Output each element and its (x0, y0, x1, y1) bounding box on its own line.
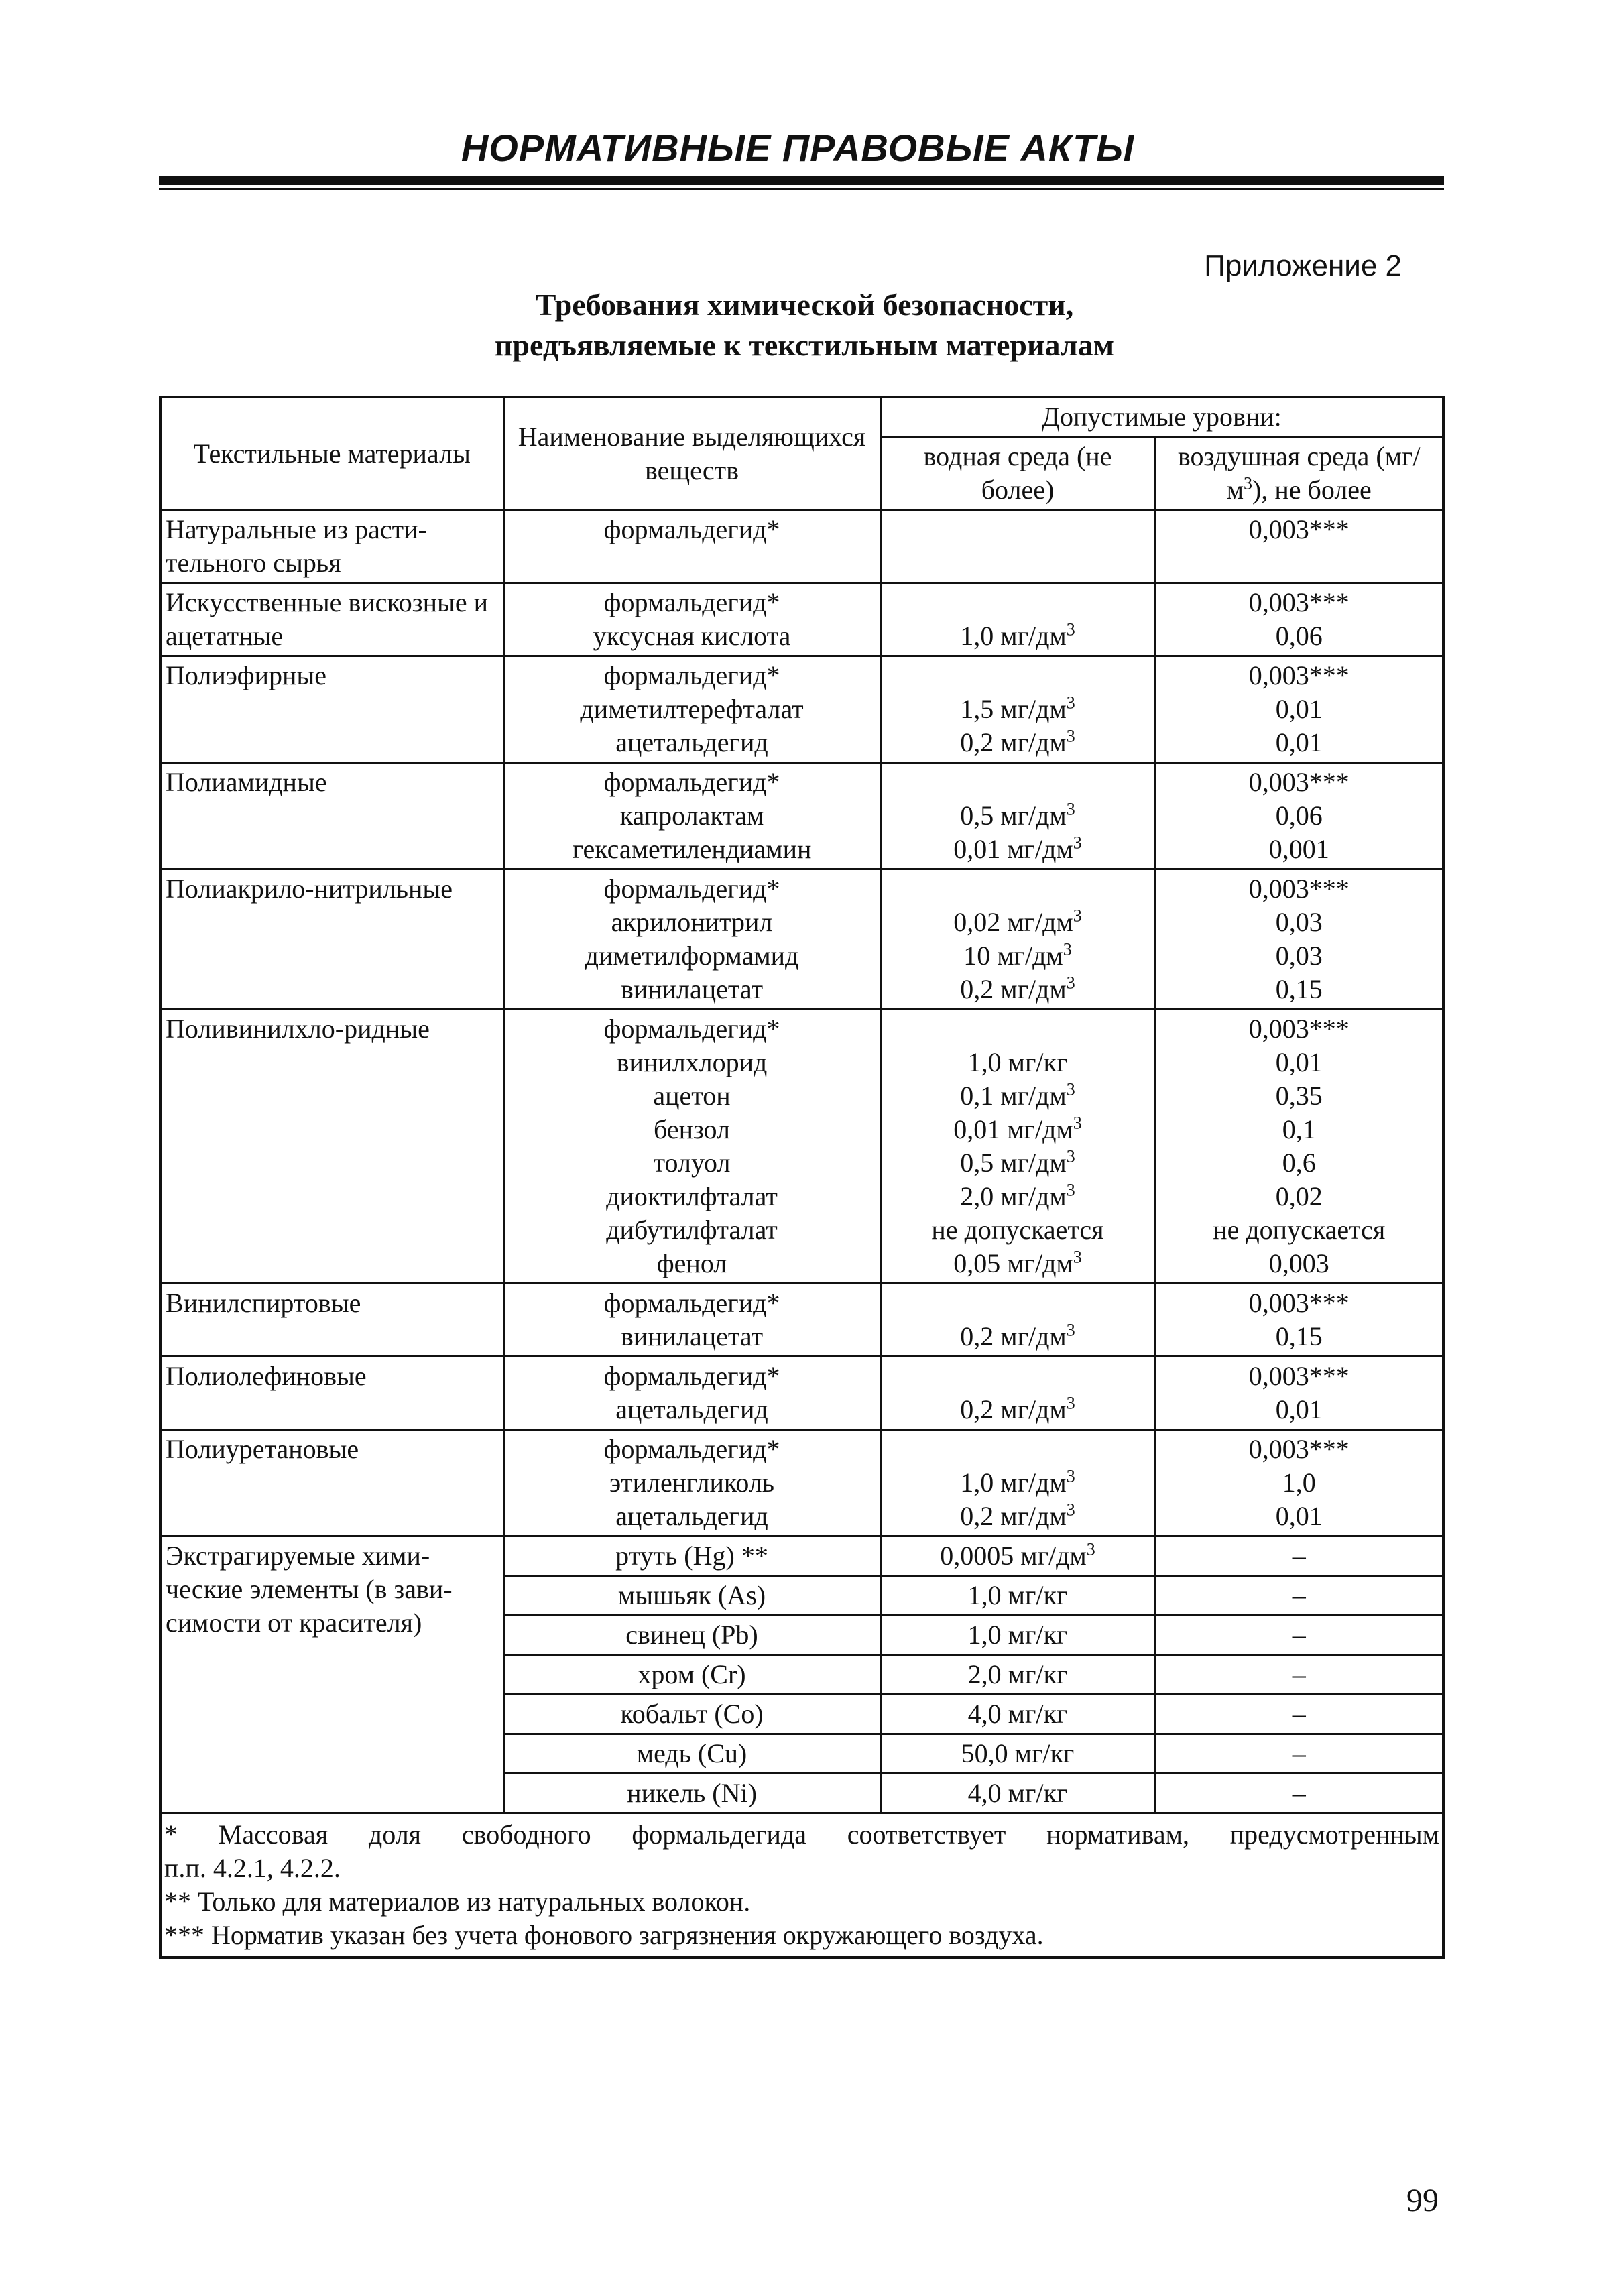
air-level-cell (1155, 583, 1443, 656)
substances-cell (503, 510, 880, 583)
air-level-value: 0,15 (1275, 1321, 1323, 1351)
air-level-cell (1155, 763, 1443, 869)
table-row (160, 583, 1443, 656)
substance-name: формальдегид* (603, 514, 780, 544)
air-level-value: 0,6 (1282, 1148, 1316, 1178)
air-level-cell (1155, 1284, 1443, 1357)
substance-name: гексаметилендиамин (572, 834, 812, 864)
air-level-value: 0,003*** (1248, 514, 1349, 544)
air-level-value: 0,35 (1275, 1081, 1323, 1111)
water-level-cell (880, 1616, 1155, 1655)
air-level-cell (1155, 510, 1443, 583)
air-level-value: 0,003*** (1248, 660, 1349, 690)
substance-name: диоктилфталат (606, 1181, 778, 1211)
substance-name: ацетальдегид (615, 727, 768, 758)
water-level-cell (880, 763, 1155, 869)
air-level-value: – (1292, 1540, 1306, 1571)
air-level-cell (1155, 1655, 1443, 1695)
substance-name: винилхлорид (616, 1047, 768, 1077)
air-level-value: – (1292, 1659, 1306, 1689)
material-name: Натуральные из расти-тельного сырья (160, 510, 503, 583)
air-level-cell (1155, 1774, 1443, 1813)
substances-cell (503, 1357, 880, 1430)
material-name: Винилспиртовые (160, 1284, 503, 1357)
air-level-value: 0,15 (1275, 974, 1323, 1004)
air-level-value: – (1292, 1620, 1306, 1650)
water-level-cell (880, 1774, 1155, 1813)
air-level-cell (1155, 1430, 1443, 1536)
water-level-value (886, 513, 1150, 546)
substance-name: свинец (Pb) (625, 1620, 758, 1650)
water-level-value: 4,0 мг/кг (967, 1778, 1068, 1808)
water-level-cell (880, 1536, 1155, 1576)
air-level-value: 0,01 (1275, 1047, 1323, 1077)
running-head: НОРМАТИВНЫЕ ПРАВОВЫЕ АКТЫ (461, 127, 1135, 169)
water-level-cell (880, 583, 1155, 656)
air-level-cell (1155, 656, 1443, 763)
air-level-value: 0,06 (1275, 621, 1323, 651)
substance-name: формальдегид* (603, 587, 780, 617)
water-level-value: 1,0 мг/кг (967, 1580, 1068, 1610)
water-level-value: 0,01 $мг/дм^3$ (953, 833, 1082, 864)
air-level-value: 0,003*** (1248, 587, 1349, 617)
substance-name: формальдегид* (603, 660, 780, 690)
substances-cell (503, 1284, 880, 1357)
substance-name: ртуть (Hg) ** (615, 1540, 768, 1571)
air-level-value: – (1292, 1699, 1306, 1729)
air-level-value: 0,03 (1275, 941, 1323, 971)
water-level-cell (880, 1430, 1155, 1536)
material-name-line: Экстрагируемые хими- (166, 1540, 430, 1571)
table-row (160, 869, 1443, 1010)
table-row (160, 1010, 1443, 1284)
substance-name: мышьяк (As) (617, 1580, 766, 1610)
air-level-cell (1155, 1357, 1443, 1430)
material-name: Полиакрило-нитрильные (160, 869, 503, 1010)
header-rule-thick (159, 176, 1444, 185)
substances-cell (503, 583, 880, 656)
table-row (160, 656, 1443, 763)
material-name-line: симости от красителя) (166, 1608, 422, 1638)
substances-cell (503, 1536, 880, 1576)
water-level-value: 1,0 $мг/дм^3$ (960, 1466, 1075, 1498)
air-level-cell (1155, 1616, 1443, 1655)
air-level-value: 0,003*** (1248, 1434, 1349, 1464)
water-level-value: 0,5 $мг/дм^3$ (960, 799, 1075, 831)
water-level-value: 2,0 $мг/дм^3$ (960, 1180, 1075, 1211)
substance-name: формальдегид* (603, 1288, 780, 1318)
water-level-value (886, 1286, 1150, 1320)
water-level-value: не допускается (931, 1215, 1104, 1245)
air-level-value: – (1292, 1778, 1306, 1808)
substance-name: акрилонитрил (611, 907, 773, 937)
air-level-cell (1155, 1576, 1443, 1616)
substance-name: формальдегид* (603, 1361, 780, 1391)
air-level-value: 0,003*** (1248, 873, 1349, 904)
substance-name: диметилтерефталат (580, 694, 804, 724)
air-level-value: 0,003*** (1248, 1014, 1349, 1044)
substance-name: формальдегид* (603, 767, 780, 797)
air-level-cell (1155, 1010, 1443, 1284)
water-level-cell (880, 869, 1155, 1010)
water-level-value (886, 1360, 1150, 1393)
substance-name: диметилформамид (585, 941, 799, 971)
page-number: 99 (1406, 2183, 1439, 2218)
substances-cell (503, 1430, 880, 1536)
substances-cell (503, 1655, 880, 1695)
substance-name: капролактам (619, 800, 764, 831)
water-level-value: 0,5 $мг/дм^3$ (960, 1146, 1075, 1178)
water-level-cell (880, 510, 1155, 583)
water-level-value: 0,2 $мг/дм^3$ (960, 973, 1075, 1004)
water-level-value (886, 659, 1150, 692)
air-level-value: 0,003*** (1248, 1361, 1349, 1391)
table-row (160, 1357, 1443, 1430)
requirements-table (159, 396, 1445, 1959)
material-name: Полиэфирные (160, 656, 503, 763)
water-level-value: 2,0 мг/кг (967, 1659, 1068, 1689)
footnote-1-cont: п.п. 4.2.1, 4.2.2. (164, 1853, 341, 1883)
material-name-line: ческие элементы (в зави- (166, 1574, 453, 1604)
air-level-value: 0,01 (1275, 1501, 1323, 1531)
material-name: Полиуретановые (160, 1430, 503, 1536)
air-level-value: не допускается (1213, 1215, 1386, 1245)
air-level-cell (1155, 1695, 1443, 1734)
water-level-cell (880, 1010, 1155, 1284)
air-level-value: 0,03 (1275, 907, 1323, 937)
footnotes (160, 1813, 1443, 1958)
substances-cell (503, 1616, 880, 1655)
water-level-value: 0,2 $мг/дм^3$ (960, 1393, 1075, 1425)
substance-name: толуол (653, 1148, 731, 1178)
substance-name: ацетальдегид (615, 1501, 768, 1531)
substance-name: ацетальдегид (615, 1394, 768, 1425)
substance-name: фенол (656, 1248, 727, 1278)
substances-cell (503, 656, 880, 763)
water-level-value: 1,5 $мг/дм^3$ (960, 692, 1075, 724)
air-level-value: 0,01 (1275, 694, 1323, 724)
water-level-cell (880, 1655, 1155, 1695)
substance-name: ацетон (653, 1081, 731, 1111)
water-level-value: 0,01 $мг/дм^3$ (953, 1113, 1082, 1144)
substances-cell (503, 1774, 880, 1813)
air-level-value: 0,003*** (1248, 767, 1349, 797)
substances-cell (503, 1734, 880, 1774)
substances-cell (503, 869, 880, 1010)
air-level-value: – (1292, 1580, 1306, 1610)
substances-cell (503, 1695, 880, 1734)
substances-cell (503, 763, 880, 869)
substances-cell (503, 1010, 880, 1284)
water-level-value: 4,0 мг/кг (967, 1699, 1068, 1729)
air-level-value: 0,02 (1275, 1181, 1323, 1211)
water-level-value: 1,0 мг/кг (967, 1620, 1068, 1650)
header-water: водная среда (не более) (880, 437, 1155, 510)
air-level-value: 0,003 (1268, 1248, 1329, 1278)
water-level-cell (880, 1695, 1155, 1734)
material-name: Полиамидные (160, 763, 503, 869)
air-level-cell (1155, 1536, 1443, 1576)
substances-cell (503, 1576, 880, 1616)
air-level-cell (1155, 1734, 1443, 1774)
appendix-label: Приложение 2 (1204, 249, 1402, 282)
footnote-1: * Массовая доля свободного формальдегида соответствует нормативам, предусмотренным (164, 1819, 1439, 1850)
water-level-value: 0,2 $мг/дм^3$ (960, 1320, 1075, 1351)
substance-name: формальдегид* (603, 1014, 780, 1044)
air-level-value: 0,001 (1268, 834, 1329, 864)
footnote-2: ** Только для материалов из натуральных волокон. (164, 1886, 751, 1917)
substance-name: формальдегид* (603, 873, 780, 904)
header-materials: Текстильные материалы (160, 397, 503, 510)
water-level-cell (880, 1734, 1155, 1774)
substance-name: хром (Cr) (638, 1659, 746, 1689)
table-body (160, 510, 1443, 1813)
document-title-line1: Требования химической безопасности, (535, 288, 1074, 322)
substance-name: формальдегид* (603, 1434, 780, 1464)
water-level-value: 0,0005 $мг/дм^3$ (940, 1539, 1095, 1571)
substance-name: уксусная кислота (593, 621, 791, 651)
water-level-cell (880, 656, 1155, 763)
air-level-value: – (1292, 1738, 1306, 1768)
water-level-cell (880, 1576, 1155, 1616)
water-level-value: 1,0 $мг/дм^3$ (960, 619, 1075, 651)
air-level-value: 0,003*** (1248, 1288, 1349, 1318)
material-name: Искусственные вискозные и ацетатные (160, 583, 503, 656)
substance-name: винилацетат (620, 1321, 764, 1351)
water-level-value (886, 586, 1150, 619)
header-substances: Наименование выделяющихся веществ (503, 397, 880, 510)
table-row (160, 763, 1443, 869)
water-level-value: 0,2 $мг/дм^3$ (960, 726, 1075, 758)
water-level-value: 0,02 $мг/дм^3$ (953, 906, 1082, 937)
substance-name: медь (Cu) (636, 1738, 747, 1768)
water-level-value: 10 $мг/дм^3$ (963, 939, 1072, 971)
material-name: Поливинилхло-ридные (160, 1010, 503, 1284)
header-air: воздушная среда $(мг/м^3)$, не более (1155, 437, 1443, 510)
table-row (160, 510, 1443, 583)
water-level-value: 0,05 $мг/дм^3$ (953, 1247, 1082, 1278)
header-levels: Допустимые уровни: (880, 397, 1443, 437)
table-row (160, 1430, 1443, 1536)
substance-name: бензол (654, 1114, 730, 1144)
substance-name: никель (Ni) (627, 1778, 757, 1808)
document-title-line2: предъявляемые к текстильным материалам (494, 328, 1115, 362)
air-level-value: 1,0 (1282, 1467, 1316, 1498)
header-rule-thin (159, 188, 1444, 190)
air-level-value: 0,06 (1275, 800, 1323, 831)
material-name: Полиолефиновые (160, 1357, 503, 1430)
material-name (160, 1536, 503, 1813)
substance-name: дибутилфталат (606, 1215, 778, 1245)
water-level-cell (880, 1357, 1155, 1430)
footnote-3: *** Норматив указан без учета фонового загрязнения окружающего воздуха. (164, 1920, 1044, 1950)
substance-name: винилацетат (620, 974, 764, 1004)
table-row (160, 1284, 1443, 1357)
water-level-value (886, 1433, 1150, 1466)
air-level-value: 0,1 (1282, 1114, 1316, 1144)
air-level-value: 0,01 (1275, 727, 1323, 758)
water-level-value: 0,1 $мг/дм^3$ (960, 1079, 1075, 1111)
water-level-value (886, 1012, 1150, 1046)
substance-name: этиленгликоль (609, 1467, 774, 1498)
water-level-value (886, 766, 1150, 799)
substance-name: кобальт (Co) (620, 1699, 764, 1729)
water-level-value: 50,0 мг/кг (961, 1738, 1075, 1768)
water-level-value: 0,2 $мг/дм^3$ (960, 1500, 1075, 1531)
water-level-value: 1,0 мг/кг (967, 1047, 1068, 1077)
table-row (160, 1536, 1443, 1576)
water-level-value (886, 872, 1150, 906)
air-level-cell (1155, 869, 1443, 1010)
water-level-cell (880, 1284, 1155, 1357)
air-level-value: 0,01 (1275, 1394, 1323, 1425)
